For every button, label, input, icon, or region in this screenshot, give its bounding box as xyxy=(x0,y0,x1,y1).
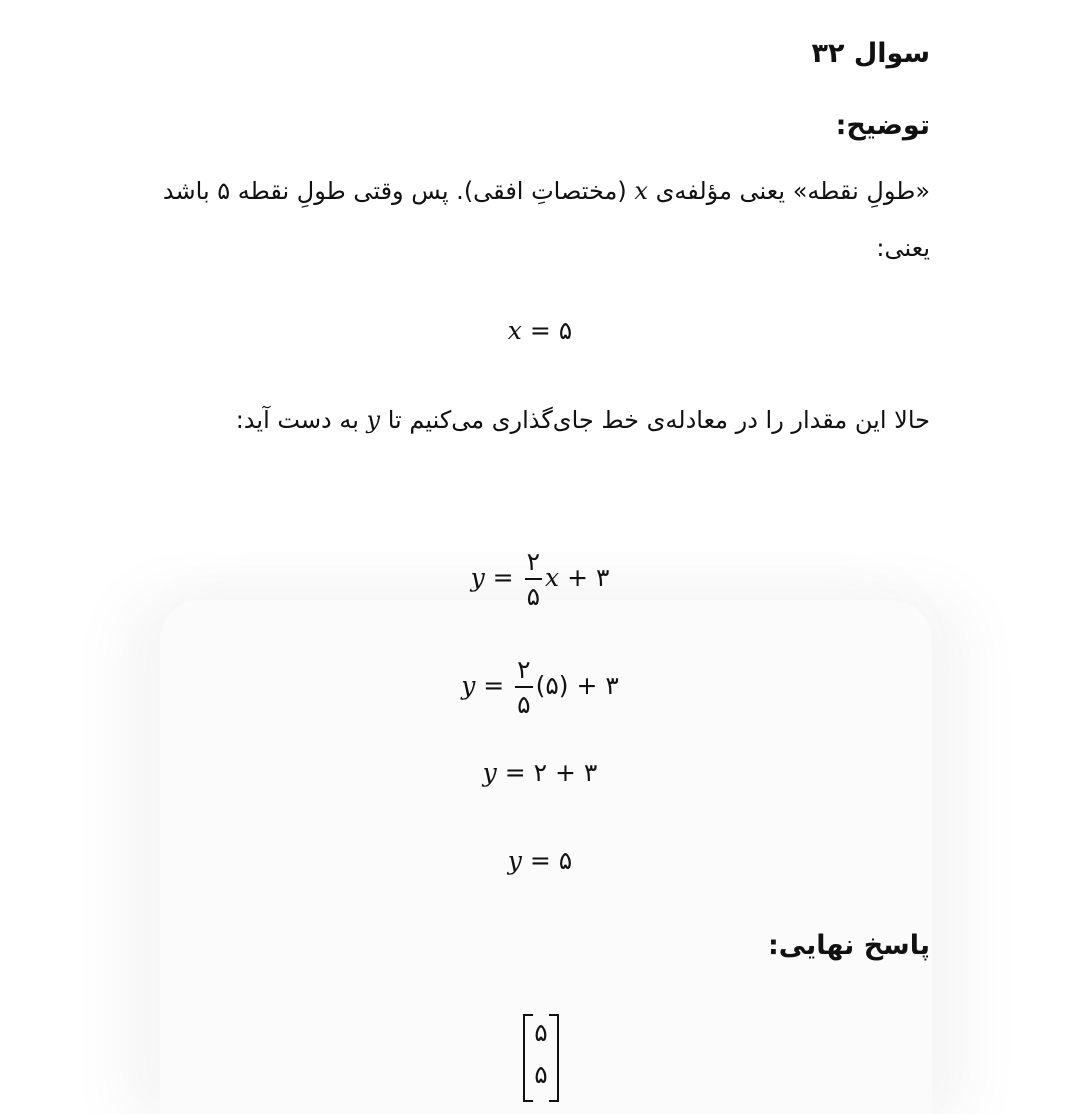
equation-x-value: x = ۵ xyxy=(507,316,573,345)
equation-result: y = ۵ xyxy=(507,846,573,875)
explanation-paragraph-1: «طولِ نقطه» یعنی مؤلفه‌ی x (مختصاتِ افقی). پس وقتی طولِ نقطه ۵ باشد یعنی: xyxy=(162,177,930,262)
fraction: $\frac{۲}{۵}$ xyxy=(526,547,541,611)
equation-substitution: y = $\frac{۲}{۵}$ (۵) + ۳ xyxy=(461,655,619,719)
solution-content xyxy=(150,0,930,1114)
equation-line: y = $\frac{۲}{۵}$ x + ۳ xyxy=(470,547,610,611)
fraction: $\frac{۲}{۵}$ xyxy=(517,655,531,719)
explanation-paragraph-2: حالا این مقدار را در معادله‌ی خط جای‌گذاری می‌کنیم تا y به دست آید: xyxy=(235,406,930,434)
answer-vector xyxy=(523,1014,559,1102)
final-answer-heading: پاسخ نهایی: xyxy=(767,930,930,961)
equation-sum: y = ۲ + ۳ xyxy=(482,758,598,787)
answer-x: ۵ xyxy=(534,1018,548,1047)
question-title: سوال ۳۲ xyxy=(811,38,930,69)
explanation-heading: توضیح: xyxy=(835,110,930,141)
answer-y: ۵ xyxy=(534,1060,548,1089)
